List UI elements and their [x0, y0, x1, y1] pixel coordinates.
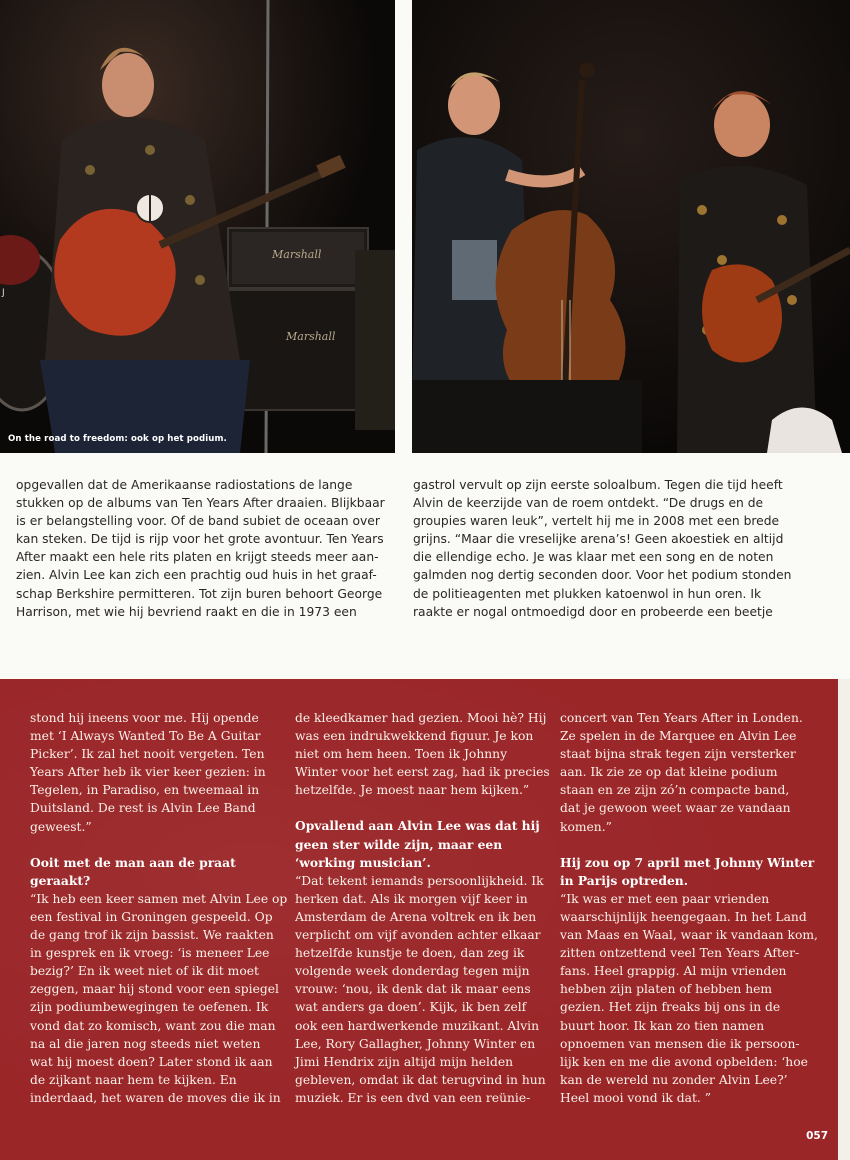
concert-photo-left: [0, 0, 395, 453]
concert-photo-right: [412, 0, 850, 453]
panel-column-3: [560, 709, 836, 1107]
paragraph: stond hij ineens voor me. Hij opende met ‘I Always Wanted To Be A Guitar Picker’. Ik zal het nooit vergeten. Ten Years After heb ik vier keer gezien: in Tegelen, in Paradiso, en tweemaal in Duitsland. De rest is Alvin Lee Band geweest.”: [30, 711, 266, 834]
paragraph: concert van Ten Years After in Londen. Ze spelen in de Marquee en Alvin Lee staat bijna strak tegen zijn versterker aan. Ik zie ze op dat kleine podium staan en ze zijn zó’n compacte band, dat je gewoon weet waar ze vandaan komen.”: [560, 711, 803, 834]
svg-text:J: J: [2, 288, 5, 298]
paragraph: “Ik heb een keer samen met Alvin Lee op een festival in Groningen gespeeld. Op de gang trof ik zijn bassist. We raakten in gesprek en ik vroeg: ‘is meneer Lee bezig?’ En ik weet niet of ik dit moet zeggen, maar hij stond voor een spiegel zijn podiumbewegingen te oefenen. Ik vond dat zo komisch, want zou die man na al die jaren nog steeds niet weten wat hij moest doen? Later stond ik aan de zijkant naar hem te kijken. En inderdaad, het waren de moves die ik in: [30, 891, 288, 1105]
question: Hij zou op 7 april met Johnny Winter in Parijs optreden.: [560, 854, 815, 888]
concert-photo-right-illustration: [412, 0, 850, 453]
amp-label-bottom: Marshall: [286, 330, 336, 343]
intro-text-right: gastrol vervult op zijn eerste soloalbum. Tegen die tijd heeft Alvin de keerzijde van de roem ontdekt. “De drugs en de groupies waren leuk”, vertelt hij me in 2008 met een brede grijns. “Maar die vreselijke arena’s! Geen akoestiek en altijd die ellendige echo. Je was klaar met een song en de noten galmden nog dertig seconden door. Voor het podium stonden de politieagenten met plukken katoenwol in hun oren. Ik raakte er nogal ontmoedigd door en probeerde een beetje: [413, 478, 792, 619]
page-number: 057: [806, 1130, 828, 1142]
panel-edge: [838, 679, 850, 1160]
photo-caption: On the road to freedom: ook op het podium.: [8, 434, 227, 444]
paragraph: de kleedkamer had gezien. Mooi hè? Hij was een indrukwekkend figuur. Je kon niet om hem heen. Toen ik Johnny Winter voor het eerst zag, had ik precies hetzelfde. Je moest naar hem kijken.”: [295, 711, 550, 798]
concert-photo-left-illustration: [0, 0, 395, 453]
question: Opvallend aan Alvin Lee was dat hij geen ster wilde zijn, maar een ‘working musician’.: [295, 818, 540, 870]
amp-label-top: Marshall: [272, 248, 322, 261]
panel-column-2: [295, 709, 557, 1107]
question: Ooit met de man aan de praat geraakt?: [30, 854, 236, 888]
panel-column-1: [30, 709, 290, 1107]
intro-text-left: opgevallen dat de Amerikaanse radiostations de lange stukken op de albums van Ten Years After draaien. Blijkbaar is er belangstelling voor. Of de band subiet de oceaan over kan steken. De tijd is rijp voor het grote avontuur. Ten Years After maakt een hele rits platen en krijgt steeds meer aan- zien. Alvin Lee kan zich een prachtig oud huis in het graaf- schap Berkshire permitteren. Tot zijn buren behoort George Harrison, met wie hij bevriend raakt en die in 1973 een: [16, 478, 385, 619]
paragraph: “Ik was er met een paar vrienden waarschijnlijk heengegaan. In het Land van Maas en Waal, waar ik vandaan kom, zitten ontzettend veel Ten Years After- fans. Heel grappig. Al mijn vrienden hebben zijn platen of hebben hem gezien. Het zijn freaks bij ons in de buurt hoor. Ik kan zo tien namen opnoemen van mensen die ik persoon- lijk ken en me die avond opbelden: ‘hoe kan de wereld nu zonder Alvin Lee?’ Heel mooi vond ik dat. ”: [560, 891, 818, 1105]
paragraph: “Dat tekent iemands persoonlijkheid. Ik herken dat. Als ik morgen vijf keer in Amsterdam de Arena voltrek en ik ben verplicht om vijf avonden achter elkaar hetzelfde kunstje te doen, dan zeg ik volgende week donderdag tegen mijn vrouw: ‘nou, ik denk dat ik maar eens wat anders ga doen’. Kijk, ik ben zelf ook een hardwerkende muzikant. Alvin Lee, Rory Gallagher, Johnny Winter en Jimi Hendrix zijn altijd mijn helden gebleven, omdat ik dat terugvind in hun muziek. Er is een dvd van een reünie-: [295, 873, 546, 1105]
